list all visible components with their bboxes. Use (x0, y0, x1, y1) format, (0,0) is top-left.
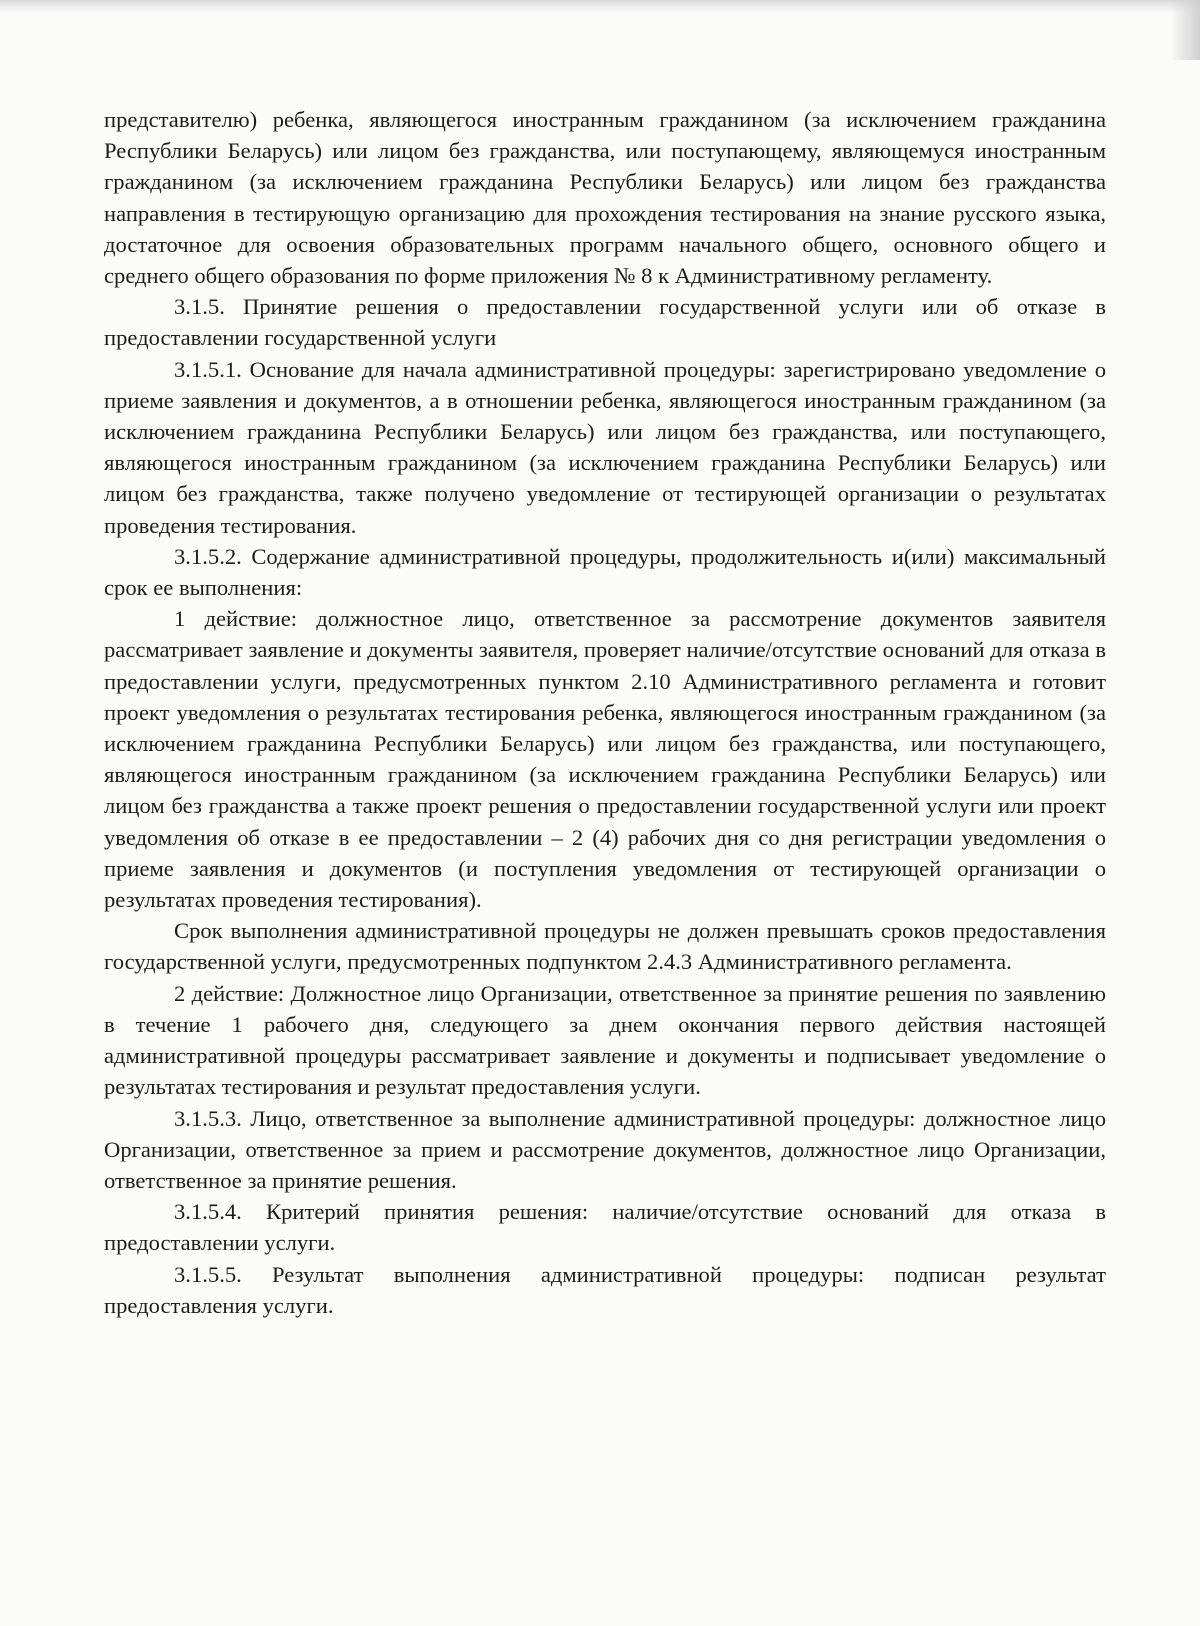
paragraph-3-1-5-5: 3.1.5.5. Результат выполнения административной процедуры: подписан результат предоставления услуги. (104, 1261, 1106, 1318)
paragraph-continuation: представителю) ребенка, являющегося иностранным гражданином (за исключением гражданина Республики Беларусь) или лицом без гражданства, или поступающему, являющемуся иностранным гражданином (за исключением гражданина Республики Беларусь) или лицом без гражданства направления в тестирующую организацию для прохождения тестирования на знание русского языка, достаточное для освоения образовательных программ начального общего, основного общего и среднего общего образования по форме приложения № 8 к Административному регламенту. (104, 107, 1106, 289)
paragraph-3-1-5-2: 3.1.5.2. Содержание административной процедуры, продолжительность и(или) максимальный срок ее выполнения: (104, 543, 1106, 601)
document-body (104, 104, 1106, 1321)
scan-corner-shadow (1170, 0, 1200, 60)
paragraph-action-2: 2 действие: Должностное лицо Организации, ответственное за принятие решения по заявлению в течение 1 рабочего дня, следующего за днем окончания первого действия настоящей административной процедуры рассматривает заявление и документы и подписывает уведомление о результатах тестирования и результат предоставления услуги. (104, 980, 1106, 1100)
paragraph-deadline: Срок выполнения административной процедуры не должен превышать сроков предоставления государственной услуги, предусмотренных подпунктом 2.4.3 Административного регламента. (104, 918, 1106, 975)
paragraph-action-1: 1 действие: должностное лицо, ответственное за рассмотрение документов заявителя рассматривает заявление и документы заявителя, проверяет наличие/отсутствие оснований для отказа в предоставлении услуги, предусмотренных пунктом 2.10 Административного регламента и готовит проект уведомления о результатах тестирования ребенка, являющегося иностранным гражданином (за исключением гражданина Республики Беларусь) или лицом без гражданства, или поступающего, являющегося иностранным гражданином (за исключением гражданина Республики Беларусь) или лицом без гражданства а также проект решения о предоставлении государственной услуги или проект уведомления об отказе в ее предоставлении – 2 (4) рабочих дня со дня регистрации уведомления о приеме заявления и документов (и поступления уведомления от тестирующей организации о результатах проведения тестирования). (104, 606, 1106, 913)
paragraph-3-1-5-3: 3.1.5.3. Лицо, ответственное за выполнение административной процедуры: должностное лицо Организации, ответственное за прием и рассмотрение документов, должностное лицо Организации, ответственное за принятие решения. (104, 1105, 1106, 1193)
scan-top-edge (0, 0, 1200, 14)
paragraph-3-1-5-4: 3.1.5.4. Критерий принятия решения: наличие/отсутствие оснований для отказа в предоставлении услуги. (104, 1199, 1106, 1256)
paragraph-3-1-5-1: 3.1.5.1. Основание для начала административной процедуры: зарегистрировано уведомление о приеме заявления и документов, а в отношении ребенка, являющегося иностранным гражданином (за исключением гражданина Республики Беларусь) или лицом без гражданства, или поступающего, являющегося иностранным гражданином (за исключением гражданина Республики Беларусь) или лицом без гражданства, также получено уведомление от тестирующей организации о результатах проведения тестирования. (104, 356, 1106, 538)
paragraph-3-1-5: 3.1.5. Принятие решения о предоставлении государственной услуги или об отказе в предоставлении государственной услуги (104, 294, 1106, 351)
